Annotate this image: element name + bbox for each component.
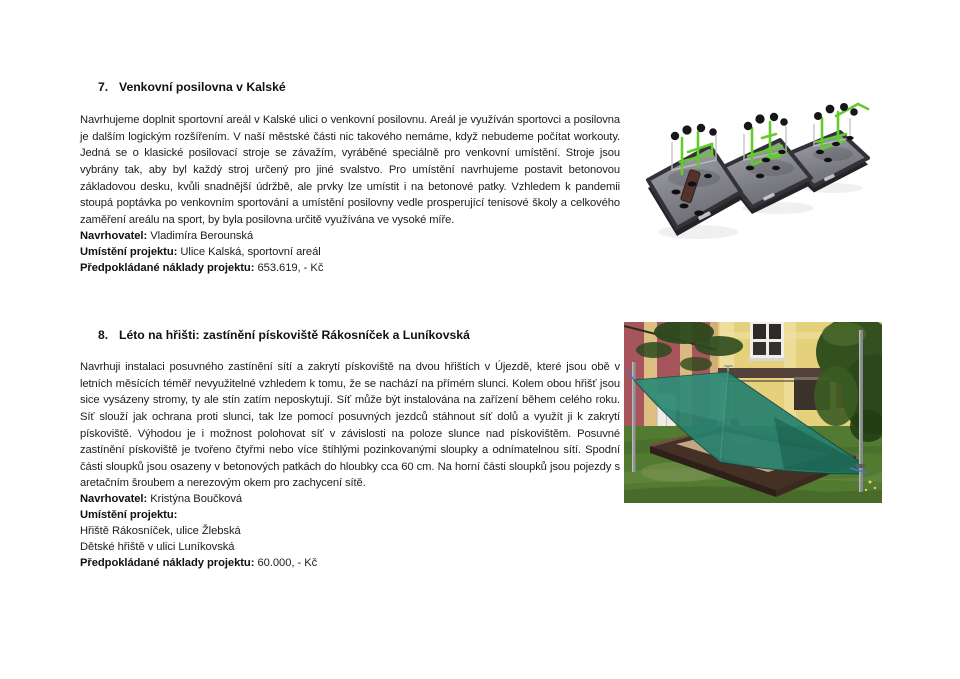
meta-line [80, 524, 317, 540]
meta-label: Umístění projektu: [80, 245, 178, 258]
meta-label: Předpokládané náklady projektu: [80, 261, 255, 274]
meta-line [80, 245, 323, 261]
section-title: Venkovní posilovna v Kalské [119, 80, 286, 94]
meta-value: Ulice Kalská, sportovní areál [180, 245, 321, 258]
meta-line [80, 540, 317, 556]
meta-line [80, 229, 323, 245]
meta-label: Navrhovatel: [80, 493, 148, 505]
meta-line [80, 508, 317, 524]
section-number: 8. [98, 328, 109, 342]
section-8-heading [98, 328, 470, 342]
meta-label: Předpokládané náklady projektu: [80, 556, 255, 569]
meta-value: Vladimíra Berounská [150, 230, 254, 242]
section-7-heading [98, 80, 286, 94]
meta-label: Umístění projektu: [80, 508, 178, 521]
meta-value: Kristýna Boučková [150, 493, 243, 505]
section-number: 7. [98, 80, 109, 94]
gym-equipment-image [628, 94, 882, 246]
meta-line [80, 261, 323, 277]
building-window [748, 322, 786, 361]
section-7-meta [80, 229, 323, 277]
section-title: Léto na hřišti: zastínění pískoviště Rákosníček a Luníkovská [119, 328, 470, 342]
meta-value: 653.619, - Kč [257, 261, 324, 274]
section-8-meta [80, 492, 317, 572]
meta-line [80, 556, 317, 572]
meta-value: Hřiště Rákosníček, ulice Žlebská [80, 524, 241, 537]
sandpit-photo-image [624, 322, 882, 503]
meta-value: Dětské hřiště v ulici Luníkovská [80, 540, 235, 553]
meta-value: 60.000, - Kč [257, 556, 318, 569]
floor-shadow [658, 225, 738, 239]
meta-line [80, 492, 317, 508]
meta-label: Navrhovatel: [80, 230, 148, 242]
section-7-paragraph: Navrhujeme doplnit sportovní areál v Kalské ulici o venkovní posilovnu. Areál je využíván sportovci a posilovna je dalším logickým rozšířením. V naší městské části nic takového nemáme, když nebudeme počítat workouty. Jedná se o klasické posilovací stroje se závažím, vyráběné speciálně pro venkovní umístění. Stroje jsou vybrány tak, aby byl každý stroj určený pro jiné svalstvo. Pro umístění navrhujeme postavit betonovou základovou desku, kvůli snadnější údržbě, ale prvky lze umístit i na betonové patky. Vzhledem k pandemii stoupá poptávka po venkovním sportování a umístění posilovny vedle prosperující tenisové školy a celkového zaměření areálu na sport, by byla posilovna určitě využívána ve vysoké míře. [80, 114, 620, 226]
section-8-paragraph: Navrhuji instalaci posuvného zastínění sítí a zakrytí pískoviště na dvou hřištích v Újezdě, které jsou obě v letních měsících téměř nevyužitelné vzhledem k tomu, že se nachází na přímém slunci. Kolem obou hřišť jsou sice vysázeny stromy, ty ale stín zatím neposkytují. Síť může být instalována na zařízení během celého roku. Síť slouží jak ochrana proti slunci, tak lze pomocí posuvných jezdců stáhnout síť dolů a využít ji k zakrytí pískoviště. Výhodou je i možnost polohovat síť v závislosti na poloze slunce nad pískovištěm. Posuvné zastínění pískoviště je tvořeno čtyřmi nebo více štíhlými pozinkovanými sloupky a odnímatelnou sítí. Spodní části sloupků jsou osazeny v betonových patkách do hloubky cca 60 cm. Na horní části sloupků jsou pojezdy s aretačním šroubem a nerezovým okem pro zachycení sítě. [80, 361, 620, 490]
